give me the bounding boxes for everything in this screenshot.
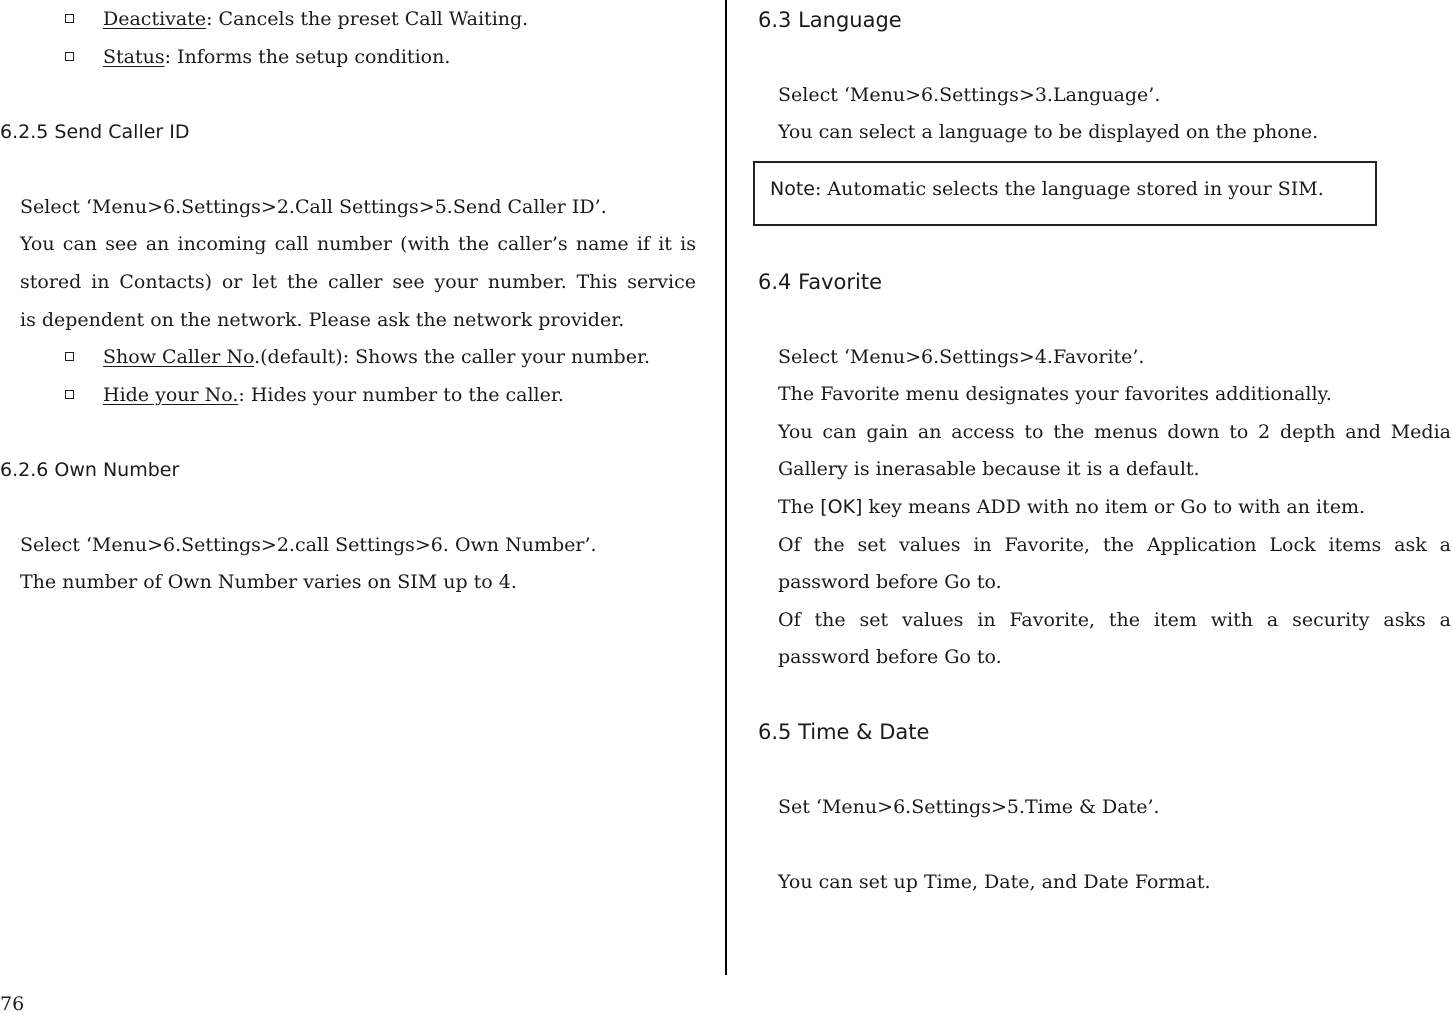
deactivate-label: Deactivate (103, 8, 207, 30)
bullet-icon (65, 14, 74, 23)
paragraph-line: Of the set values in Favorite, the item with a security asks a (778, 609, 1451, 631)
paragraph-line: You can set up Time, Date, and Date Format. (778, 871, 1211, 893)
section-heading-6-2-5: 6.2.5 Send Caller ID (0, 121, 190, 143)
menu-path: Select ‘Menu>6.Settings>3.Language’. (778, 84, 1161, 106)
show-caller-option (103, 344, 650, 370)
bullet-icon (65, 390, 74, 399)
paragraph-line: You can gain an access to the menus down to 2 depth and Media (778, 421, 1451, 443)
ok-key-label: [OK] (820, 496, 863, 518)
paragraph-line: password before Go to. (778, 571, 1002, 593)
text-fragment: key means ADD with no item or Go to with an item. (862, 496, 1366, 518)
deactivate-desc: : Cancels the preset Call Waiting. (206, 8, 529, 30)
paragraph-line: The Favorite menu designates your favorites additionally. (778, 383, 1332, 405)
note-label: Note (770, 178, 815, 200)
hide-number-desc: : Hides your number to the caller. (238, 384, 564, 406)
section-heading-6-3: 6.3 Language (758, 8, 902, 32)
status-label: Status (103, 46, 165, 68)
bullet-icon (65, 352, 74, 361)
paragraph-line: Of the set values in Favorite, the Application Lock items ask a (778, 534, 1451, 556)
paragraph-line (778, 494, 1365, 520)
page-number: 76 (0, 993, 25, 1015)
paragraph-line: password before Go to. (778, 646, 1002, 668)
section-heading-6-4: 6.4 Favorite (758, 270, 882, 294)
paragraph-line: You can select a language to be displayed on the phone. (778, 121, 1319, 143)
section-heading-6-5: 6.5 Time & Date (758, 720, 930, 744)
menu-path: Select ‘Menu>6.Settings>4.Favorite’. (778, 346, 1145, 368)
menu-path: Set ‘Menu>6.Settings>5.Time & Date’. (778, 796, 1160, 818)
paragraph-line: stored in Contacts) or let the caller see your number. This service (20, 271, 696, 293)
paragraph-line: is dependent on the network. Please ask the network provider. (20, 309, 625, 331)
column-divider (725, 0, 727, 975)
status-option (103, 44, 450, 70)
hide-number-label: Hide your No. (103, 384, 239, 406)
hide-number-option (103, 382, 564, 408)
menu-path: Select ‘Menu>6.Settings>2.call Settings>6. Own Number’. (20, 534, 597, 556)
show-caller-label: Show Caller No (103, 346, 255, 368)
paragraph-line: Gallery is inerasable because it is a default. (778, 458, 1200, 480)
status-desc: : Informs the setup condition. (164, 46, 451, 68)
paragraph-line: The number of Own Number varies on SIM up to 4. (20, 571, 517, 593)
note-text (770, 176, 1324, 202)
bullet-icon (65, 52, 74, 61)
show-caller-desc: .(default): Shows the caller your number. (254, 346, 650, 368)
paragraph-line: You can see an incoming call number (with the caller’s name if it is (20, 233, 696, 255)
text-fragment: The (778, 496, 821, 518)
deactivate-option (103, 6, 528, 32)
menu-path: Select ‘Menu>6.Settings>2.Call Settings>5.Send Caller ID’. (20, 196, 607, 218)
section-heading-6-2-6: 6.2.6 Own Number (0, 459, 180, 481)
note-body: : Automatic selects the language stored in your SIM. (814, 178, 1324, 200)
